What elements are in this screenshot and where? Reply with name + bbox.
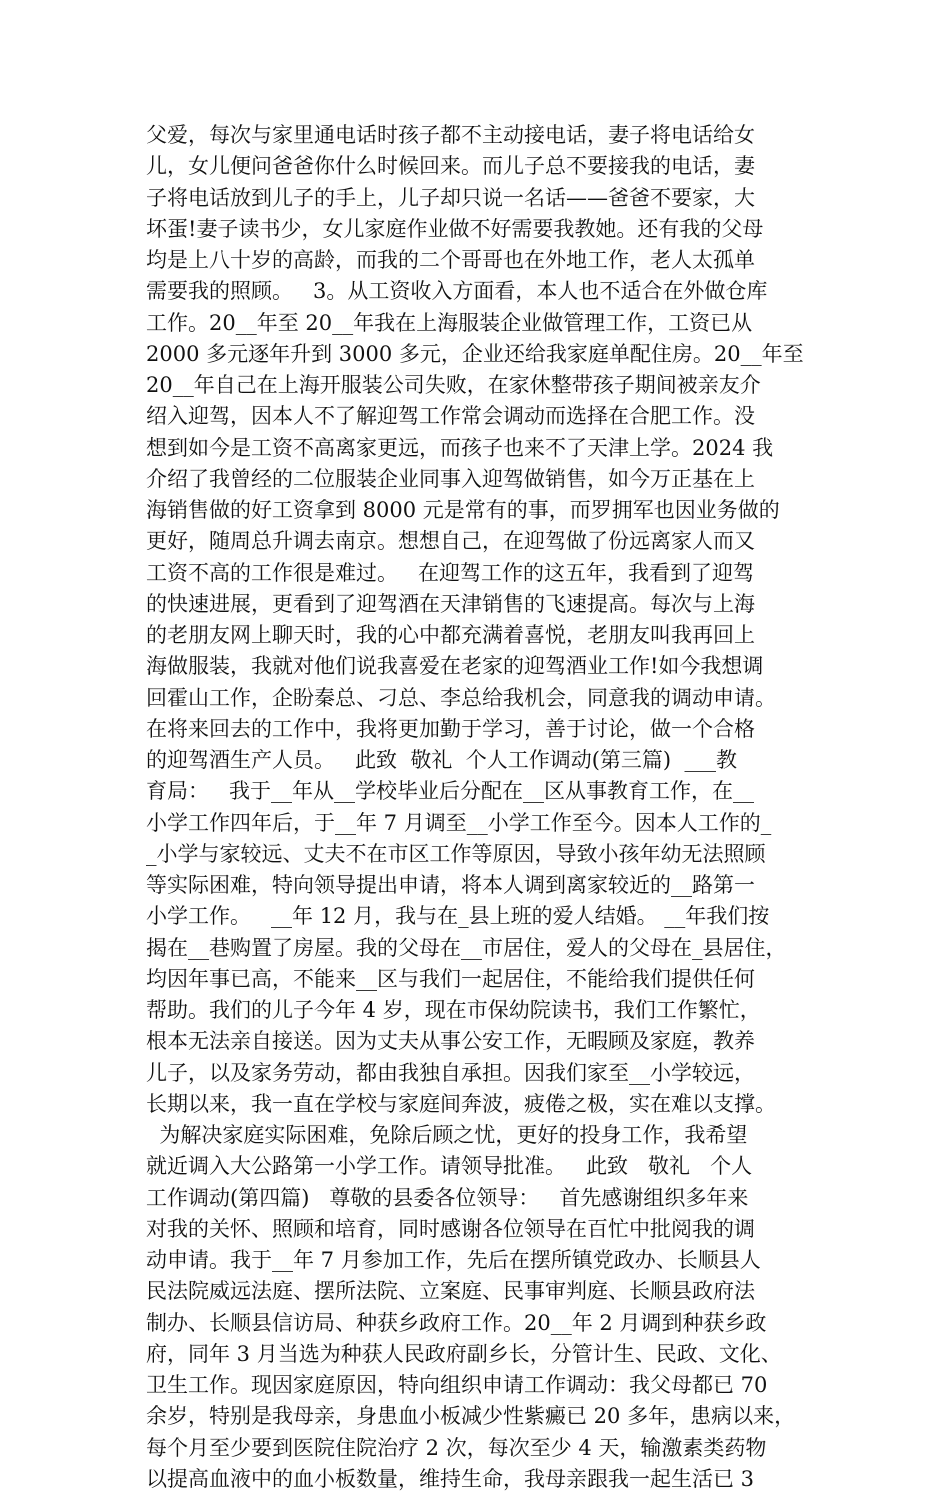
text-line: 儿，女儿便问爸爸你什么时候回来。而儿子总不要接我的电话，妻 [146,154,755,179]
text-line: 就近调入大公路第一小学工作。请领导批准。 此致 敬礼 个人 [146,1154,753,1179]
text-line: 海销售做的好工资拿到 8000 元是常有的事，而罗拥军也因业务做的 [146,498,780,522]
text-line: 父爱，每次与家里通电话时孩子都不主动接电话，妻子将电话给女 [146,123,755,147]
text-line: 工作。20__年至 20__年我在上海服装企业做管理工作，工资已从 [146,310,753,335]
text-line: 卫生工作。现因家庭原因，特向组织申请工作调动：我父母都已 70 [146,1373,768,1397]
text-line: 20__年自己在上海开服装公司失败，在家休整带孩子期间被亲友介 [146,373,761,397]
text-line: 育局： 我于__年从__学校毕业后分配在__区从事教育工作，在__ [146,779,755,804]
text-line: 余岁，特别是我母亲，身患血小板减少性紫癜已 20 多年，患病以来， [146,1404,796,1429]
text-line: 根本无法亲自接送。因为丈夫从事公安工作，无暇顾及家庭，教养 [146,1029,755,1054]
text-line: 长期以来，我一直在学校与家庭间奔波，疲倦之极，实在难以支撑。 [146,1091,776,1116]
text-line: _小学与家较远、丈夫不在市区工作等原因，导致小孩年幼无法照顾 [146,841,766,866]
text-line: 小学工作。 __年 12 月，我与在_县上班的爱人结婚。 __年我们按 [146,904,770,929]
text-line: 儿子，以及家务劳动，都由我独自承担。因我们家至__小学较远， [146,1060,755,1085]
text-line: 想到如今是工资不高离家更远，而孩子也来不了天津上学。2024 我 [146,435,774,460]
text-line: 民法院威远法庭、摆所法院、立案庭、民事审判庭、长顺县政府法 [146,1279,755,1304]
text-line: 回霍山工作，企盼秦总、刁总、李总给我机会，同意我的调动申请。 [146,685,776,710]
text-line: 坏蛋!妻子读书少，女儿家庭作业做不好需要我教她。还有我的父母 [146,216,764,241]
text-line: 揭在__巷购置了房屋。我的父母在__市居住，爱人的父母在_县居住， [146,935,787,960]
text-line: 为解决家庭实际困难，免除后顾之忧，更好的投身工作，我希望 [146,1123,748,1147]
text-line: 子将电话放到儿子的手上，儿子却只说一名话——爸爸不要家，大 [146,185,755,210]
text-line: 海做服装，我就对他们说我喜爱在老家的迎驾酒业工作!如今我想调 [146,654,764,679]
text-line: 制办、长顺县信访局、种获乡政府工作。20__年 2 月调到种获乡政 [146,1310,767,1335]
text-line: 均因年事已高，不能来__区与我们一起居住，不能给我们提供任何 [146,966,755,991]
text-line: 等实际困难，特向领导提出申请，将本人调到离家较近的__路第一 [146,873,755,897]
text-line: 对我的关怀、照顾和培育，同时感谢各位领导在百忙中批阅我的调 [146,1216,755,1241]
body-text [146,120,826,1495]
text-line: 工资不高的工作很是难过。 在迎驾工作的这五年，我看到了迎驾 [146,560,755,585]
text-line: 府，同年 3 月当选为种获人民政府副乡长，分管计生、民政、文化、 [146,1341,782,1366]
text-line: 在将来回去的工作中，我将更加勤于学习，善于讨论，做一个合格 [146,716,755,741]
text-line: 动申请。我于__年 7 月参加工作，先后在摆所镇党政办、长顺县人 [146,1248,761,1272]
text-line: 小学工作四年后，于__年 7 月调至__小学工作至今。因本人工作的_ [146,810,772,835]
text-line: 以提高血液中的血小板数量，维持生命，我母亲跟我一起生活已 3 [146,1466,755,1491]
text-line: 更好，随周总升调去南京。想想自己，在迎驾做了份远离家人而又 [146,529,755,554]
text-line: 的迎驾酒生产人员。 此致 敬礼 个人工作调动(第三篇) ___教 [146,748,737,772]
text-line: 帮助。我们的儿子今年 4 岁，现在市保幼院读书，我们工作繁忙， [146,998,761,1022]
text-line: 介绍了我曾经的二位服装企业同事入迎驾做销售，如今万正基在上 [146,466,755,491]
text-line: 2000 多元逐年升到 3000 多元，企业还给我家庭单配住房。20__年至 [146,341,804,366]
text-line: 的快速进展，更看到了迎驾酒在天津销售的飞速提高。每次与上海 [146,591,755,616]
text-line: 绍入迎驾，因本人不了解迎驾工作常会调动而选择在合肥工作。没 [146,404,755,429]
text-line: 工作调动(第四篇) 尊敬的县委各位领导： 首先感谢组织多年来 [146,1185,749,1210]
text-line: 的老朋友网上聊天时，我的心中都充满着喜悦，老朋友叫我再回上 [146,623,755,647]
text-line: 每个月至少要到医院住院治疗 2 次，每次至少 4 天，输激素类药物 [146,1435,767,1460]
text-line: 均是上八十岁的高龄，而我的二个哥哥也在外地工作，老人太孤单 [146,248,755,272]
text-line: 需要我的照顾。 3。从工资收入方面看，本人也不适合在外做仓库 [146,279,768,304]
